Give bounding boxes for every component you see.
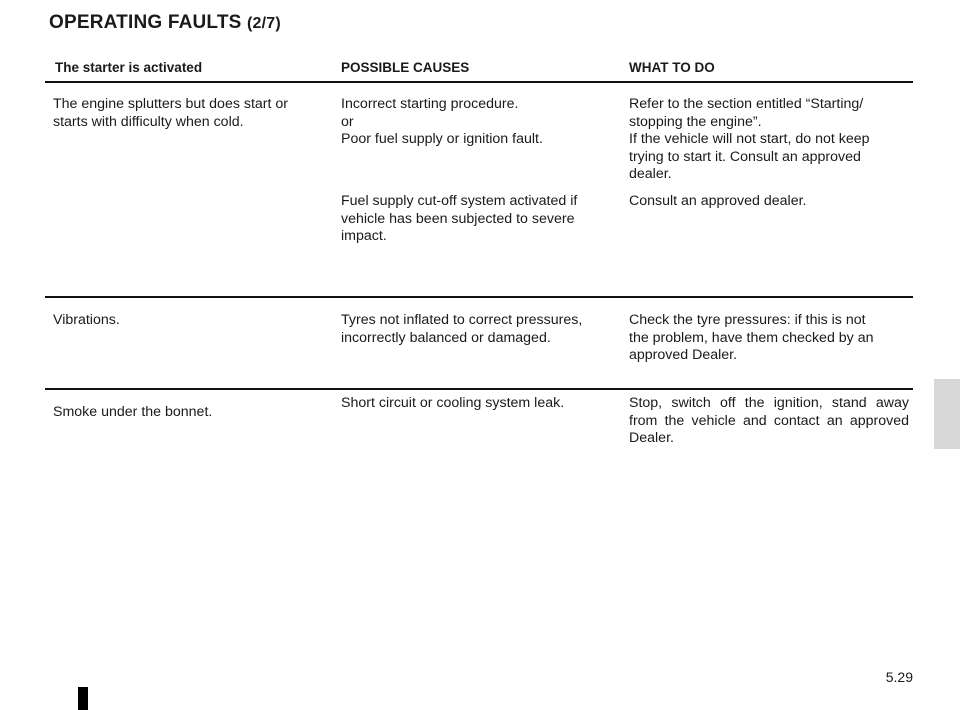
text-line: Poor fuel supply or ignition fault.	[341, 131, 543, 147]
text-line: or	[341, 113, 354, 130]
text-line: Vibrations.	[53, 312, 120, 328]
column-header-actions: WHAT TO DO	[629, 60, 715, 75]
text-line: trying to start it. Consult an approved	[629, 148, 861, 165]
text-line: Dealer.	[629, 430, 674, 446]
text-line: Consult an approved dealer.	[629, 193, 807, 209]
column-header-symptom: The starter is activated	[55, 60, 203, 75]
page-number: 5.29	[885, 669, 913, 685]
text-line: vehicle has been subjected to severe	[341, 210, 575, 227]
table-row-cause	[341, 96, 543, 149]
text-line: If the vehicle will not start, do not keep	[629, 131, 870, 147]
table-row-action	[629, 395, 909, 448]
header-rule	[45, 81, 913, 83]
table-row-action	[629, 193, 806, 211]
table-row-cause	[341, 395, 564, 413]
text-line: Tyres not inflated to correct pressures,	[341, 312, 583, 328]
text-line: impact.	[341, 228, 387, 244]
text-line: the problem, have them checked by an	[629, 329, 874, 346]
text-line: The engine splutters but does start or	[53, 96, 289, 112]
text-line: from the vehicle and contact an approved	[629, 412, 909, 429]
row-divider	[45, 388, 913, 390]
text-line: Incorrect starting procedure.	[341, 96, 519, 112]
text-line: Refer to the section entitled “Starting/	[629, 96, 864, 112]
text-line: Smoke under the bonnet.	[53, 404, 213, 420]
section-thumb-tab	[934, 379, 960, 449]
text-line: stopping the engine”.	[629, 113, 762, 130]
page-title-text: OPERATING FAULTS	[49, 12, 242, 33]
row-divider	[45, 296, 913, 298]
table-row-symptom	[53, 312, 120, 330]
page-part-indicator: (2/7)	[246, 15, 281, 32]
text-line: Short circuit or cooling system leak.	[341, 395, 565, 411]
table-row-symptom	[53, 96, 288, 131]
text-line: starts with difficulty when cold.	[53, 113, 244, 130]
table-row-cause	[341, 193, 577, 246]
text-line: approved Dealer.	[629, 347, 738, 363]
table-row-action	[629, 96, 870, 184]
text-line: Stop, switch off the ignition, stand away	[629, 395, 909, 411]
table-row-symptom	[53, 404, 212, 422]
text-line: Check the tyre pressures: if this is not	[629, 312, 866, 328]
table-row-action	[629, 312, 874, 365]
column-header-causes: POSSIBLE CAUSES	[341, 60, 470, 75]
page-title	[49, 12, 281, 34]
text-line: Fuel supply cut-off system activated if	[341, 193, 578, 209]
crop-mark	[78, 687, 88, 710]
text-line: incorrectly balanced or damaged.	[341, 329, 551, 346]
text-line: dealer.	[629, 166, 672, 182]
table-row-cause	[341, 312, 582, 347]
